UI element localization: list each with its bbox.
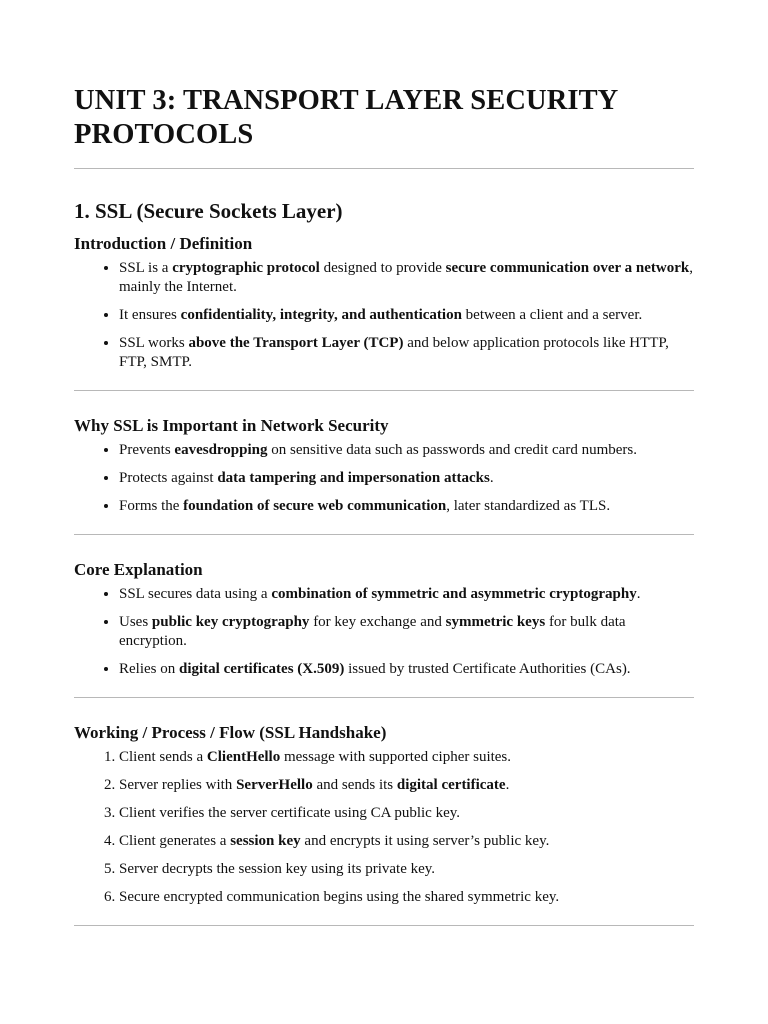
bold-text: session key [230,833,301,849]
introduction-list [74,259,694,372]
list-item [119,306,694,325]
list-item [119,334,694,372]
bold-text: foundation of secure web communication [183,498,447,514]
text: Prevents [119,442,175,458]
page-title: UNIT 3: TRANSPORT LAYER SECURITY PROTOCOLS [74,85,618,150]
text: SSL is a [119,260,173,276]
list-item [119,776,694,795]
list-item [119,860,694,879]
bold-text: combination of symmetric and asymmetric cryptography [271,586,637,602]
text: Client verifies the server certificate using CA public key. [119,805,461,821]
text: and encrypts it using server’s public key. [300,833,550,849]
text: . [636,586,641,602]
list-item [119,804,694,823]
bold-text: secure communication over a network [445,260,690,276]
divider [74,534,694,535]
text: Server replies with [119,777,237,793]
importance-list [74,441,694,516]
text: for bulk data encryption. [119,614,626,649]
list-item [119,497,694,516]
bold-text: ServerHello [236,777,313,793]
text: on sensitive data such as passwords and credit card numbers. [267,442,637,458]
list-item [119,888,694,907]
text: SSL works [119,335,189,351]
handshake-steps-list [74,748,694,907]
list-item [119,441,694,460]
text: Client sends a [119,749,207,765]
list-item [119,832,694,851]
text: for key exchange and [309,614,446,630]
text: Secure encrypted communication begins using the shared symmetric key. [119,889,560,905]
list-item [119,585,694,604]
divider [74,925,694,926]
bold-text: above the Transport Layer (TCP) [188,335,404,351]
text: between a client and a server. [461,307,643,323]
text: Relies on [119,661,179,677]
text: , mainly the Internet. [119,260,693,295]
list-item [119,748,694,767]
text: It ensures [119,307,181,323]
text: Uses [119,614,152,630]
section-heading-ssl: 1. SSL (Secure Sockets Layer) [74,199,343,223]
divider [74,697,694,698]
text: . [489,470,494,486]
divider [74,168,694,169]
text: , later standardized as TLS. [446,498,611,514]
bold-text: symmetric keys [445,614,546,630]
list-item [119,469,694,488]
bold-text: digital certificates (X.509) [179,661,345,677]
bold-text: digital certificate [396,777,506,793]
bold-text: public key cryptography [151,614,310,630]
subheading-handshake: Working / Process / Flow (SSL Handshake) [74,723,387,742]
bold-text: confidentiality, integrity, and authentication [180,307,462,323]
subheading-core-explanation: Core Explanation [74,560,203,579]
bold-text: cryptographic protocol [172,260,320,276]
bold-text: data tampering and impersonation attacks [217,470,490,486]
text: Client generates a [119,833,231,849]
text: . [505,777,510,793]
text: issued by trusted Certificate Authorities (CAs). [344,661,631,677]
subheading-introduction: Introduction / Definition [74,234,253,253]
list-item [119,613,694,651]
bold-text: ClientHello [206,749,281,765]
text: and sends its [312,777,397,793]
text: Forms the [119,498,184,514]
text: and below application protocols like HTTP, FTP, SMTP. [119,335,669,370]
text: designed to provide [319,260,446,276]
text: message with supported cipher suites. [280,749,512,765]
subheading-importance: Why SSL is Important in Network Security [74,416,389,435]
text: Protects against [119,470,218,486]
list-item [119,259,694,297]
core-explanation-list [74,585,694,679]
bold-text: eavesdropping [174,442,268,458]
list-item [119,660,694,679]
text: SSL secures data using a [119,586,272,602]
divider [74,390,694,391]
text: Server decrypts the session key using its private key. [119,861,436,877]
